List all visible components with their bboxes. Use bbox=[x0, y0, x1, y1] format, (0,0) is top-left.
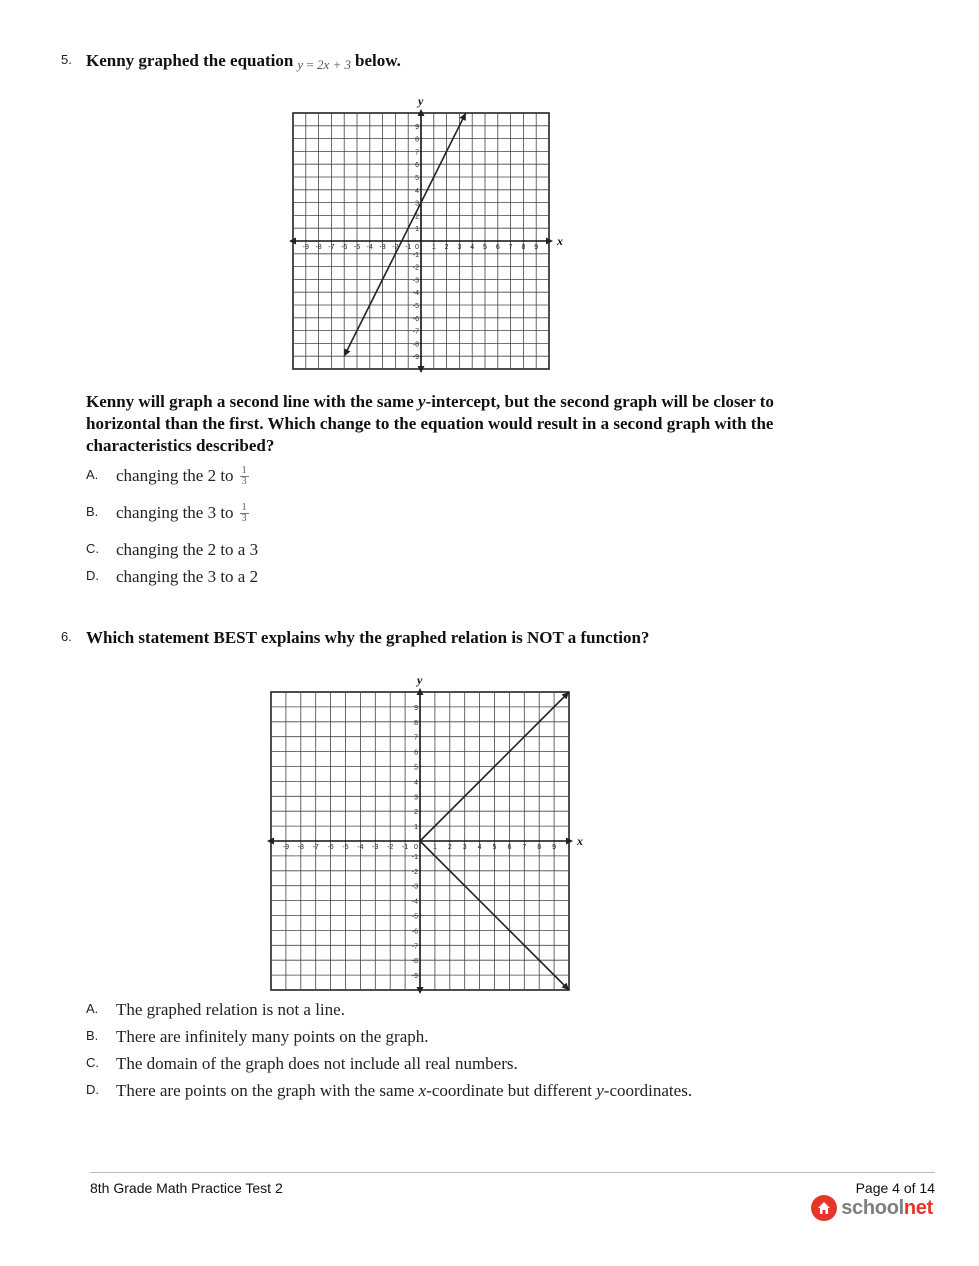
question-6-prompt: Which statement BEST explains why the graphed relation is NOT a function? bbox=[86, 628, 650, 647]
x-tick-label: 1 bbox=[432, 844, 437, 851]
question-5-graph bbox=[280, 96, 570, 376]
x-tick-label: -5 bbox=[353, 244, 361, 251]
x-tick-label: 5 bbox=[492, 844, 497, 851]
x-tick-label: 8 bbox=[537, 844, 542, 851]
x-tick-label: -4 bbox=[366, 244, 373, 251]
q6-option-d[interactable] bbox=[116, 1081, 692, 1101]
q6-option-b[interactable]: There are infinitely many points on the graph. bbox=[116, 1027, 429, 1046]
q5-option-b[interactable] bbox=[116, 503, 249, 525]
option-a-text: changing the 2 to bbox=[116, 466, 234, 485]
x-tick-label: -9 bbox=[282, 844, 290, 851]
x-tick-label: -1 bbox=[401, 844, 409, 851]
y-tick-label: -2 bbox=[412, 264, 419, 272]
question-5-body bbox=[86, 391, 786, 457]
option-d-var-x: x bbox=[418, 1081, 427, 1100]
y-tick-label: 9 bbox=[415, 123, 419, 131]
q6-option-a-letter: A. bbox=[86, 1001, 99, 1016]
x-tick-label: 9 bbox=[534, 244, 539, 251]
q6-option-b-letter: B. bbox=[86, 1028, 99, 1043]
x-tick-label: 7 bbox=[522, 844, 527, 851]
y-tick-label: -5 bbox=[411, 913, 418, 921]
q6-option-c-letter: C. bbox=[86, 1055, 99, 1070]
y-tick-label: -5 bbox=[412, 303, 419, 310]
x-tick-label: 8 bbox=[521, 244, 526, 251]
fraction-denominator: 3 bbox=[241, 475, 247, 487]
option-d-part-3: -coordinates. bbox=[603, 1081, 693, 1100]
y-tick-label: 5 bbox=[414, 764, 418, 772]
y-tick-label: 9 bbox=[414, 704, 418, 712]
equation-lhs: y bbox=[297, 57, 304, 72]
y-tick-label: 1 bbox=[414, 824, 418, 832]
x-axis-label: x bbox=[557, 234, 563, 248]
x-axis-label: x bbox=[577, 834, 583, 848]
y-tick-label: -9 bbox=[412, 354, 419, 362]
option-d-part-1: There are points on the graph with the same bbox=[116, 1081, 419, 1100]
y-tick-label: 5 bbox=[415, 175, 419, 182]
page-number: Page 4 of 14 bbox=[855, 1180, 935, 1196]
y-tick-label: 6 bbox=[415, 162, 419, 170]
body-part-1: Kenny will graph a second line with the same bbox=[86, 392, 418, 411]
x-tick-label: 0 bbox=[414, 844, 418, 851]
q5-option-a-letter: A. bbox=[86, 467, 99, 482]
y-tick-label: -8 bbox=[412, 341, 419, 349]
x-tick-label: -7 bbox=[328, 244, 335, 251]
x-tick-label: 6 bbox=[507, 844, 512, 851]
y-tick-label: -3 bbox=[412, 277, 419, 285]
y-tick-label: -1 bbox=[412, 251, 419, 259]
footer-title: 8th Grade Math Practice Test 2 bbox=[90, 1180, 283, 1196]
y-tick-label: -4 bbox=[412, 290, 419, 298]
option-a-fraction bbox=[240, 466, 249, 487]
y-tick-label: -6 bbox=[412, 315, 419, 323]
x-tick-label: -5 bbox=[342, 844, 349, 851]
q6-option-d-letter: D. bbox=[86, 1082, 99, 1097]
x-tick-label: -2 bbox=[387, 844, 394, 851]
x-tick-label: 0 bbox=[415, 244, 419, 251]
y-tick-label: -8 bbox=[411, 958, 418, 966]
x-tick-label: -9 bbox=[302, 244, 309, 251]
x-tick-label: -7 bbox=[312, 844, 319, 851]
equation-rhs: 2x + 3 bbox=[316, 57, 352, 72]
x-tick-label: 6 bbox=[495, 244, 500, 251]
y-tick-label: 6 bbox=[414, 749, 418, 757]
q5-option-c-letter: C. bbox=[86, 541, 99, 556]
footer-divider bbox=[90, 1172, 935, 1173]
q5-option-c[interactable]: changing the 2 to a 3 bbox=[116, 540, 259, 559]
option-d-part-2: -coordinate but different bbox=[426, 1081, 597, 1100]
brand-name bbox=[841, 1197, 933, 1220]
home-icon bbox=[811, 1195, 837, 1221]
brand-name-accent: net bbox=[903, 1196, 933, 1219]
y-tick-label: -2 bbox=[411, 868, 418, 876]
x-tick-label: -3 bbox=[372, 844, 379, 851]
x-tick-label: 2 bbox=[444, 244, 449, 251]
q5-option-b-letter: B. bbox=[86, 504, 99, 519]
q6-option-c[interactable]: The domain of the graph does not include all real numbers. bbox=[116, 1054, 518, 1073]
y-axis-label: y bbox=[417, 674, 423, 687]
x-tick-label: 4 bbox=[470, 244, 475, 251]
brand-name-plain: school bbox=[841, 1196, 904, 1219]
y-tick-label: 7 bbox=[415, 149, 419, 157]
y-tick-label: 3 bbox=[415, 200, 419, 208]
y-tick-label: -7 bbox=[411, 943, 418, 951]
y-tick-label: 7 bbox=[414, 734, 418, 742]
y-tick-label: 2 bbox=[415, 213, 419, 221]
y-tick-label: -7 bbox=[412, 328, 419, 336]
q5-option-a[interactable] bbox=[116, 466, 249, 488]
option-d-var-y: y bbox=[596, 1081, 604, 1100]
y-tick-label: -6 bbox=[411, 928, 418, 936]
x-tick-label: -3 bbox=[379, 244, 386, 251]
fraction-numerator: 1 bbox=[241, 501, 247, 513]
schoolnet-logo bbox=[811, 1195, 933, 1221]
question-5-number: 5. bbox=[61, 52, 72, 67]
x-tick-label: 4 bbox=[477, 844, 482, 851]
body-part-2: -intercept, but the second graph will be closer to horizontal than the first. Which change to the equation would result in a second graph with the characteristics described? bbox=[86, 392, 774, 455]
y-tick-label: -1 bbox=[411, 853, 418, 861]
x-tick-label: 2 bbox=[447, 844, 452, 851]
question-6-graph bbox=[258, 674, 588, 998]
x-tick-label: 5 bbox=[483, 244, 487, 251]
equation-equals: = bbox=[306, 57, 314, 72]
x-tick-label: 1 bbox=[431, 244, 436, 251]
y-tick-label: 3 bbox=[414, 794, 418, 802]
y-tick-label: -3 bbox=[411, 883, 418, 891]
equation bbox=[297, 57, 351, 72]
x-tick-label: -6 bbox=[327, 844, 334, 851]
x-tick-label: -8 bbox=[315, 244, 322, 251]
q5-option-d[interactable]: changing the 3 to a 2 bbox=[116, 567, 259, 586]
x-tick-label: 3 bbox=[462, 844, 467, 851]
y-tick-label: 4 bbox=[415, 187, 419, 195]
x-tick-label: 7 bbox=[508, 244, 513, 251]
x-tick-label: -2 bbox=[392, 244, 399, 251]
question-5-prompt bbox=[86, 50, 401, 73]
body-variable: y bbox=[418, 392, 426, 411]
y-tick-label: 2 bbox=[414, 809, 418, 817]
question-6-number: 6. bbox=[61, 629, 72, 644]
y-tick-label: 1 bbox=[415, 226, 419, 234]
x-tick-label: -4 bbox=[357, 844, 364, 851]
y-tick-label: -4 bbox=[411, 898, 418, 906]
prompt-after: below. bbox=[355, 51, 401, 70]
x-tick-label: -6 bbox=[341, 244, 348, 251]
q6-option-a[interactable]: The graphed relation is not a line. bbox=[116, 1000, 345, 1019]
option-b-text: changing the 3 to bbox=[116, 503, 234, 522]
x-tick-label: -8 bbox=[297, 844, 304, 851]
x-tick-label: 3 bbox=[457, 244, 462, 251]
x-tick-label: -1 bbox=[405, 244, 412, 251]
fraction-denominator: 3 bbox=[241, 512, 247, 524]
fraction-numerator: 1 bbox=[241, 464, 247, 476]
option-b-fraction bbox=[240, 503, 249, 524]
prompt-before: Kenny graphed the equation bbox=[86, 51, 294, 70]
y-tick-label: 8 bbox=[414, 719, 418, 727]
y-tick-label: 4 bbox=[414, 779, 418, 787]
x-tick-label: 9 bbox=[552, 844, 557, 851]
q5-option-d-letter: D. bbox=[86, 568, 99, 583]
y-tick-label: -9 bbox=[411, 973, 418, 981]
y-tick-label: 8 bbox=[415, 136, 419, 144]
y-axis-label: y bbox=[418, 96, 424, 108]
